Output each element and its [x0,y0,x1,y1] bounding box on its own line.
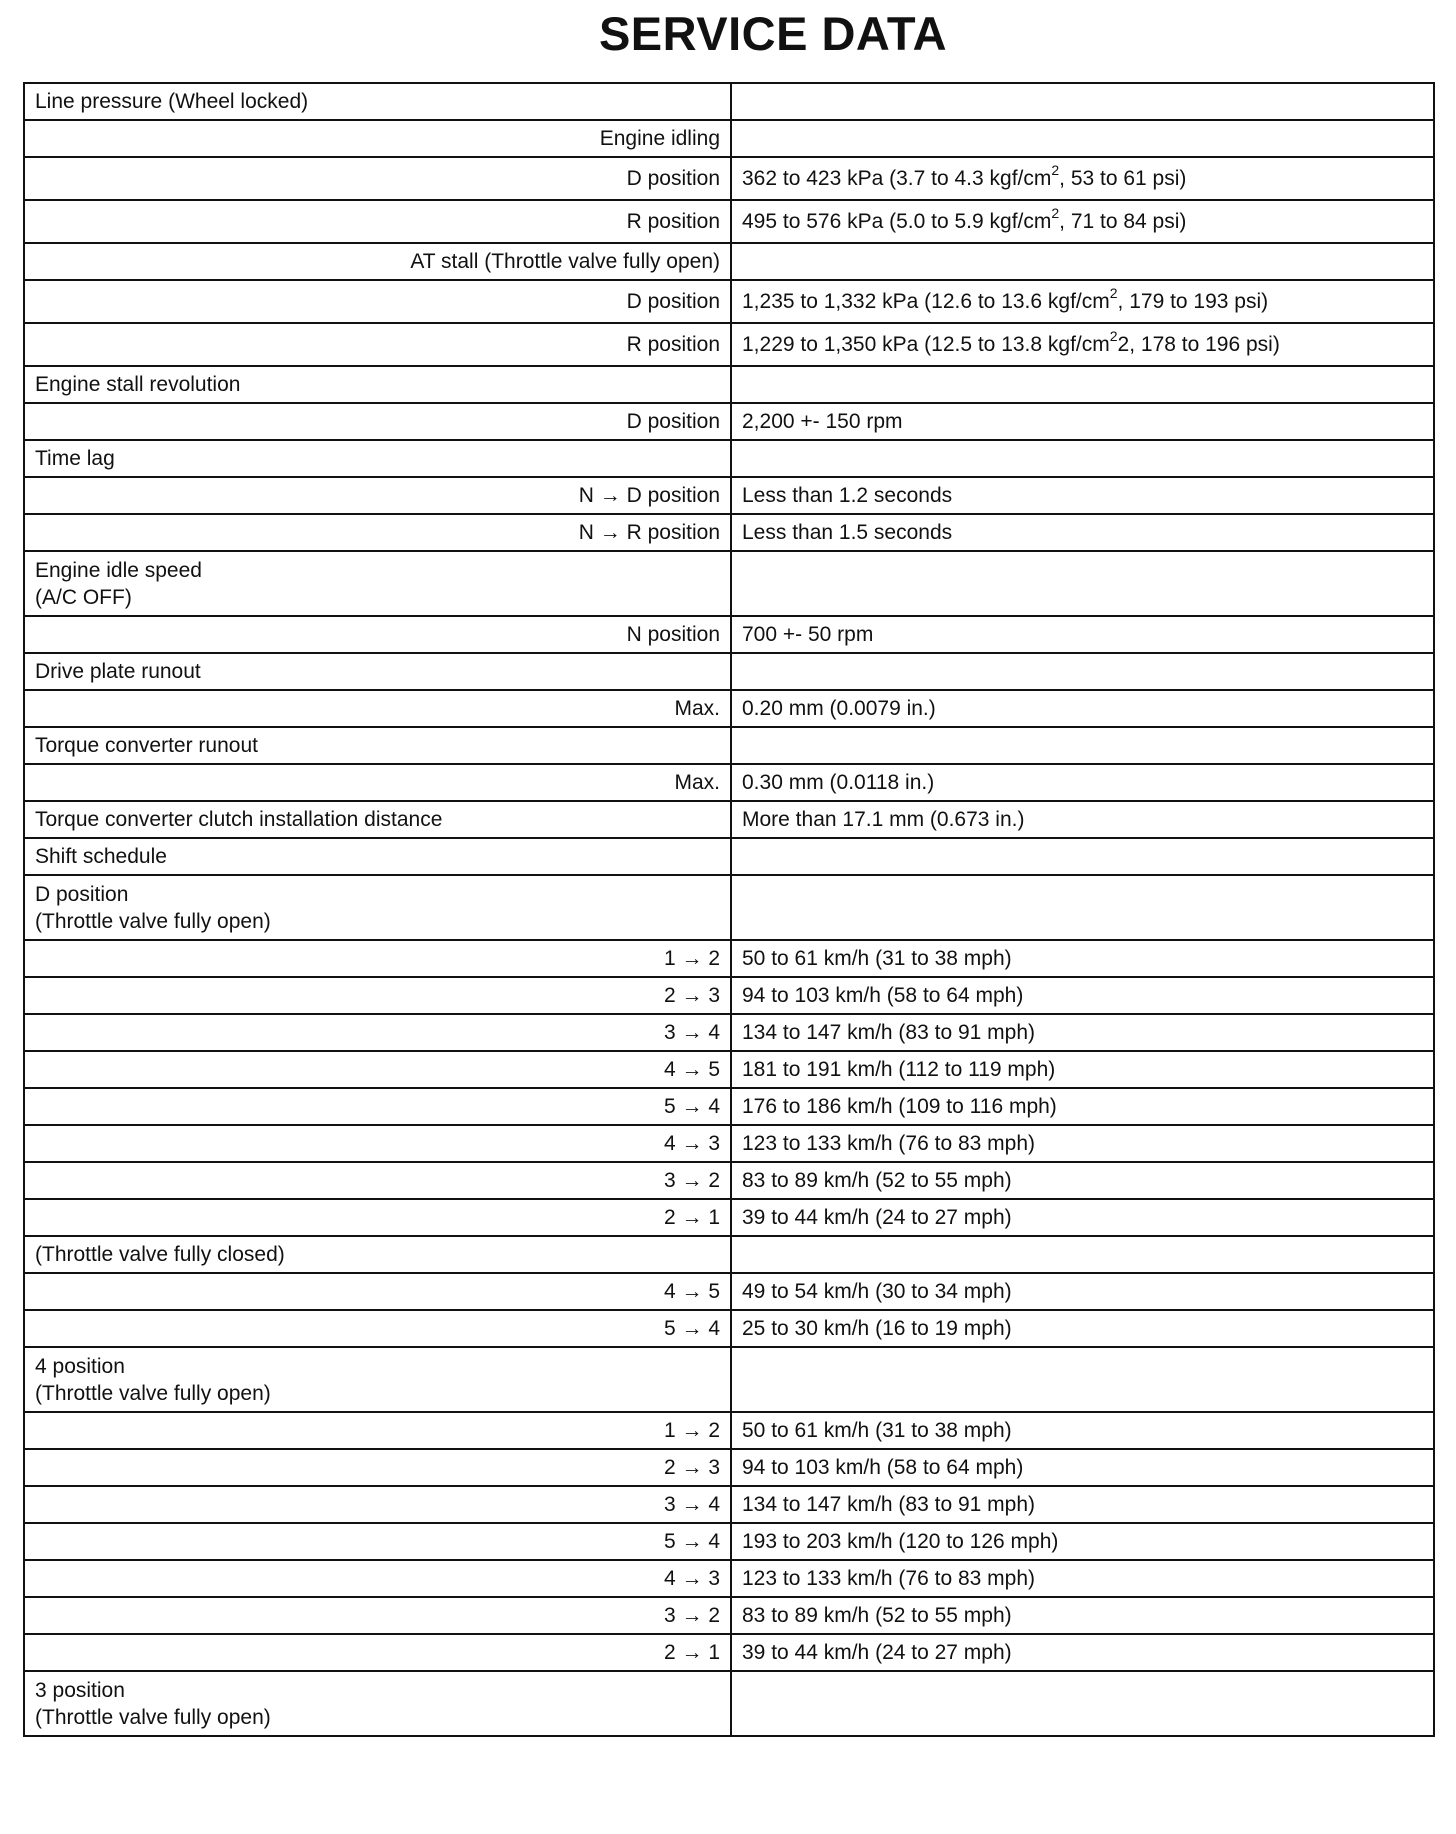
spec-value: 94 to 103 km/h (58 to 64 mph) [731,977,1434,1014]
spec-value: 123 to 133 km/h (76 to 83 mph) [731,1560,1434,1597]
spec-value: 50 to 61 km/h (31 to 38 mph) [731,940,1434,977]
table-row [24,1634,1434,1671]
table-row [24,477,1434,514]
spec-value: 49 to 54 km/h (30 to 34 mph) [731,1273,1434,1310]
table-row [24,653,1434,690]
spec-label: 3 → 4 [24,1486,731,1523]
table-row [24,1671,1434,1736]
table-row [24,243,1434,280]
table-row [24,1236,1434,1273]
table-row [24,1347,1434,1412]
spec-value: 39 to 44 km/h (24 to 27 mph) [731,1634,1434,1671]
table-row [24,875,1434,940]
spec-value: 495 to 576 kPa (5.0 to 5.9 kgf/$cm^2$, 71 to 84 psi) [731,200,1434,243]
spec-label: 3 → 4 [24,1014,731,1051]
spec-label: 5 → 4 [24,1523,731,1560]
table-row [24,764,1434,801]
spec-label: Time lag [24,440,731,477]
table-row [24,977,1434,1014]
table-row [24,801,1434,838]
table-row [24,514,1434,551]
table-row [24,1088,1434,1125]
table-row [24,1125,1434,1162]
spec-label: AT stall (Throttle valve fully open) [24,243,731,280]
table-row [24,366,1434,403]
spec-value [731,1671,1434,1736]
spec-value: 50 to 61 km/h (31 to 38 mph) [731,1412,1434,1449]
table-row [24,1051,1434,1088]
spec-value [731,551,1434,616]
table-row [24,1449,1434,1486]
spec-value: 25 to 30 km/h (16 to 19 mph) [731,1310,1434,1347]
spec-label: N position [24,616,731,653]
spec-label: 2 → 3 [24,1449,731,1486]
spec-value: 123 to 133 km/h (76 to 83 mph) [731,1125,1434,1162]
spec-label: 2 → 1 [24,1634,731,1671]
spec-value: 2,200 +- 150 rpm [731,403,1434,440]
spec-value: Less than 1.5 seconds [731,514,1434,551]
spec-label: 2 → 3 [24,977,731,1014]
spec-label: 3 → 2 [24,1597,731,1634]
spec-value: 134 to 147 km/h (83 to 91 mph) [731,1486,1434,1523]
table-row [24,616,1434,653]
table-row [24,1412,1434,1449]
table-row [24,280,1434,323]
table-row [24,727,1434,764]
table-row [24,323,1434,366]
spec-label: 3 → 2 [24,1162,731,1199]
spec-label: 4 → 3 [24,1560,731,1597]
spec-value [731,653,1434,690]
spec-value: 83 to 89 km/h (52 to 55 mph) [731,1162,1434,1199]
spec-value: 0.30 mm (0.0118 in.) [731,764,1434,801]
spec-value [731,1347,1434,1412]
spec-value: 0.20 mm (0.0079 in.) [731,690,1434,727]
spec-label: D position [24,403,731,440]
table-row [24,1162,1434,1199]
table-row [24,1199,1434,1236]
table-row [24,838,1434,875]
spec-label: D position [24,157,731,200]
table-row [24,1523,1434,1560]
table-row [24,1486,1434,1523]
spec-label: Torque converter clutch installation distance [24,801,731,838]
table-row [24,200,1434,243]
spec-value: 700 +- 50 rpm [731,616,1434,653]
table-row [24,403,1434,440]
spec-label: 1 → 2 [24,940,731,977]
spec-value: 362 to 423 kPa (3.7 to 4.3 kgf/$cm^2$, 53 to 61 psi) [731,157,1434,200]
spec-label: 5 → 4 [24,1088,731,1125]
spec-value: 1,235 to 1,332 kPa (12.6 to 13.6 kgf/$cm^2$, 179 to 193 psi) [731,280,1434,323]
spec-label: N → D position [24,477,731,514]
spec-label: 4 → 5 [24,1051,731,1088]
spec-label: 4 position (Throttle valve fully open) [24,1347,731,1412]
table-row [24,120,1434,157]
spec-label: Drive plate runout [24,653,731,690]
spec-label: R position [24,323,731,366]
table-row [24,157,1434,200]
table-row [24,83,1434,120]
spec-label: N → R position [24,514,731,551]
spec-value [731,366,1434,403]
spec-value: 39 to 44 km/h (24 to 27 mph) [731,1199,1434,1236]
spec-value: Less than 1.2 seconds [731,477,1434,514]
table-row [24,940,1434,977]
spec-label: Max. [24,764,731,801]
spec-label: Max. [24,690,731,727]
spec-value [731,243,1434,280]
spec-label: Line pressure (Wheel locked) [24,83,731,120]
spec-label: 1 → 2 [24,1412,731,1449]
spec-value: 1,229 to 1,350 kPa (12.5 to 13.8 kgf/$cm^22$, 178 to 196 psi) [731,323,1434,366]
spec-label: Engine stall revolution [24,366,731,403]
spec-value [731,838,1434,875]
spec-label: Engine idle speed (A/C OFF) [24,551,731,616]
spec-label: (Throttle valve fully closed) [24,1236,731,1273]
spec-label: 2 → 1 [24,1199,731,1236]
spec-value: 181 to 191 km/h (112 to 119 mph) [731,1051,1434,1088]
spec-value [731,875,1434,940]
spec-label: D position (Throttle valve fully open) [24,875,731,940]
table-row [24,1014,1434,1051]
page-title: SERVICE DATA [598,7,948,60]
table-row [24,690,1434,727]
spec-label: 5 → 4 [24,1310,731,1347]
table-row [24,551,1434,616]
table-row [24,1560,1434,1597]
spec-value: 193 to 203 km/h (120 to 126 mph) [731,1523,1434,1560]
spec-value [731,1236,1434,1273]
spec-label: Engine idling [24,120,731,157]
table-row [24,1597,1434,1634]
spec-value [731,120,1434,157]
spec-value [731,727,1434,764]
spec-label: 3 position (Throttle valve fully open) [24,1671,731,1736]
spec-value: More than 17.1 mm (0.673 in.) [731,801,1434,838]
spec-label: Torque converter runout [24,727,731,764]
spec-label: R position [24,200,731,243]
spec-label: 4 → 3 [24,1125,731,1162]
table-row [24,1310,1434,1347]
spec-label: D position [24,280,731,323]
spec-value [731,440,1434,477]
service-data-table [23,82,1435,1737]
spec-label: Shift schedule [24,838,731,875]
table-row [24,1273,1434,1310]
spec-label: 4 → 5 [24,1273,731,1310]
spec-value: 94 to 103 km/h (58 to 64 mph) [731,1449,1434,1486]
spec-value: 176 to 186 km/h (109 to 116 mph) [731,1088,1434,1125]
spec-value: 83 to 89 km/h (52 to 55 mph) [731,1597,1434,1634]
spec-value: 134 to 147 km/h (83 to 91 mph) [731,1014,1434,1051]
spec-value [731,83,1434,120]
table-row [24,440,1434,477]
